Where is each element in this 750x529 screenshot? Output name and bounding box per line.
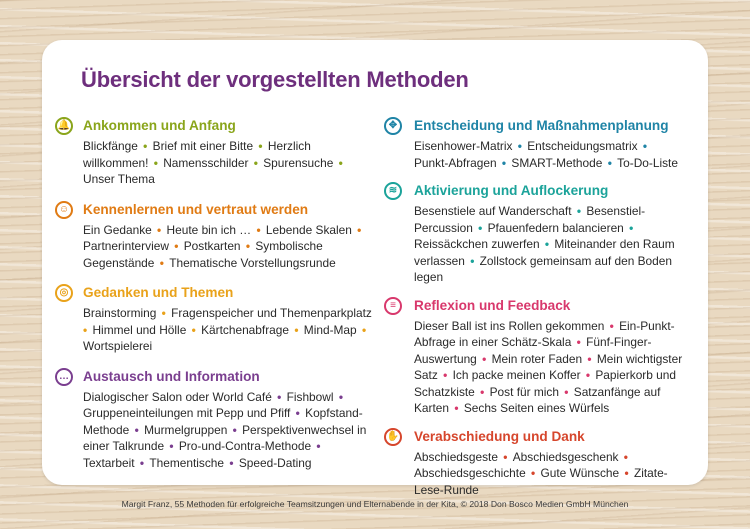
bullet-separator: • xyxy=(156,255,168,270)
bullet-separator: • xyxy=(353,222,362,237)
bullet-separator: • xyxy=(625,220,634,235)
method-item: Dialogischer Salon oder World Café xyxy=(83,389,272,404)
method-item: Speed-Dating xyxy=(238,455,312,470)
method-item: Pro-und-Contra-Methode xyxy=(178,439,312,453)
method-item: Perspektivenwechsel in einer Talkrunde xyxy=(83,422,367,453)
bullet-separator: • xyxy=(639,139,648,153)
section-title: Aktivierung und Auflockerung xyxy=(414,183,609,198)
method-section xyxy=(55,284,375,355)
bullet-separator: • xyxy=(582,368,594,382)
bullet-separator: • xyxy=(188,322,200,337)
bullet-separator: • xyxy=(541,237,553,251)
method-item: Post für mich xyxy=(489,384,559,399)
method-item: Miteinander den Raum verlassen xyxy=(414,237,675,268)
bullet-separator: • xyxy=(158,306,170,320)
bullet-separator: • xyxy=(226,455,237,470)
bullet-separator: • xyxy=(292,406,304,420)
bullet-separator: • xyxy=(439,368,451,382)
method-item: Lebende Skalen xyxy=(265,222,352,237)
method-section xyxy=(55,368,375,472)
bullet-separator: • xyxy=(153,222,165,237)
method-item: Herzlich willkommen! xyxy=(83,139,311,170)
method-item: Unser Thema xyxy=(83,172,155,186)
people-icon: ☺ xyxy=(55,201,73,219)
bullet-separator: • xyxy=(620,449,628,464)
method-item: Fragenspeicher und Themenparkplatz xyxy=(171,306,372,320)
bullet-separator: • xyxy=(335,155,343,170)
bullet-separator: • xyxy=(560,384,572,399)
method-item: Sechs Seiten eines Würfels xyxy=(463,401,610,415)
method-item: Zitate-Lese-Runde xyxy=(414,466,668,497)
bullet-separator: • xyxy=(273,389,285,404)
bullet-separator: • xyxy=(335,389,343,404)
section-title: Kennenlernen und vertraut werden xyxy=(83,201,309,217)
bullet-separator: • xyxy=(478,351,490,366)
method-item: To-Do-Liste xyxy=(617,155,678,170)
method-item: Partnerinterview xyxy=(83,239,169,253)
method-item: Besenstiele auf Wanderschaft xyxy=(414,204,572,218)
bullet-separator: • xyxy=(527,466,539,480)
section-title: Verabschiedung und Dank xyxy=(414,428,585,444)
method-item: Papierkorb und Schatzkiste xyxy=(414,368,677,399)
method-item: Namensschilder xyxy=(163,155,249,170)
method-item: Ein Gedanke xyxy=(83,222,152,237)
right-column xyxy=(384,117,684,509)
method-item: Punkt-Abfragen xyxy=(414,155,497,170)
method-section xyxy=(384,182,684,286)
bullet-separator: • xyxy=(253,222,264,237)
bullet-separator: • xyxy=(606,318,618,333)
method-item: Zollstock gemeinsam auf den Boden legen xyxy=(414,253,673,284)
method-item: Kärtchenabfrage xyxy=(201,322,290,337)
method-item: Reissäckchen zuwerfen xyxy=(414,237,540,251)
bullet-separator: • xyxy=(313,439,321,453)
method-item: Abschiedsgeste xyxy=(414,449,498,464)
method-item: Blickfänge xyxy=(83,139,138,153)
method-item: Satzanfänge auf Karten xyxy=(414,384,661,415)
method-list xyxy=(83,389,375,472)
section-title: Entscheidung und Maßnahmenplanung xyxy=(414,118,669,133)
bullet-separator: • xyxy=(604,155,616,170)
method-list xyxy=(83,305,375,355)
method-item: Entscheidungsmatrix xyxy=(527,139,638,153)
method-list xyxy=(414,203,684,286)
bullet-separator: • xyxy=(136,455,148,470)
method-item: Mein roter Faden xyxy=(491,351,583,366)
section-title: Reflexion und Feedback xyxy=(414,297,571,313)
bullet-separator: • xyxy=(573,204,585,218)
section-title: Austausch und Information xyxy=(83,368,260,384)
method-section xyxy=(55,117,375,188)
bullet-separator: • xyxy=(229,422,241,437)
bullet-separator: • xyxy=(621,466,632,480)
bullet-separator: • xyxy=(474,220,486,235)
method-item: Murmelgruppen xyxy=(144,422,228,437)
method-item: Brainstorming xyxy=(83,306,157,320)
bullet-separator: • xyxy=(514,139,526,153)
page-title: Übersicht der vorgestellten Methoden xyxy=(81,67,469,92)
method-item: Kopfstand-Methode xyxy=(83,406,363,437)
method-section xyxy=(384,297,684,417)
bullet-separator: • xyxy=(466,253,478,268)
bullet-separator: • xyxy=(83,322,91,337)
clipboard-icon: ≡ xyxy=(384,297,402,315)
method-item: Gute Wünsche xyxy=(540,466,620,480)
method-item: Himmel und Hölle xyxy=(92,322,187,337)
bullet-separator: • xyxy=(291,322,302,337)
bullet-separator: • xyxy=(358,322,367,337)
method-list xyxy=(414,449,684,499)
bullet-separator: • xyxy=(139,139,151,153)
footer-citation: Margit Franz, 55 Methoden für erfolgreiche Teamsitzungen und Elternabende in der Kita, © 2018 Don Bosco Medien GmbH München xyxy=(121,499,629,509)
method-item: Postkarten xyxy=(183,239,241,253)
method-item: Textarbeit xyxy=(83,455,135,470)
bullet-separator: • xyxy=(166,439,177,453)
method-item: SMART-Methode xyxy=(511,155,603,170)
bullet-separator: • xyxy=(242,239,254,253)
bullet-separator: • xyxy=(476,384,488,399)
bell-icon: 🔔 xyxy=(55,117,73,135)
method-item: Wortspielerei xyxy=(83,339,153,353)
method-section xyxy=(55,201,375,272)
bullet-separator: • xyxy=(250,155,262,170)
speech-bubble-icon: … xyxy=(55,368,73,386)
method-item: Spurensuche xyxy=(263,155,334,170)
method-item: Thementische xyxy=(149,455,225,470)
method-list xyxy=(83,222,375,272)
method-item: Besenstiel-Percussion xyxy=(414,204,646,235)
bullet-separator: • xyxy=(150,155,162,170)
method-list xyxy=(414,138,684,171)
wifi-icon: ≋ xyxy=(384,182,402,200)
bullet-separator: • xyxy=(499,449,511,464)
bullet-separator: • xyxy=(498,155,510,170)
method-item: Mein wichtigster Satz xyxy=(414,351,683,382)
method-item: Ein-Punkt-Abfrage in einer Schätz-Skala xyxy=(414,318,675,349)
left-column xyxy=(55,117,375,484)
method-section xyxy=(384,117,684,171)
handshake-icon: ✋ xyxy=(384,428,402,446)
bullet-separator: • xyxy=(131,422,143,437)
method-item: Fünf-Finger-Auswertung xyxy=(414,335,652,366)
method-item: Ich packe meinen Koffer xyxy=(452,368,581,382)
section-title: Gedanken und Themen xyxy=(83,285,234,300)
method-section xyxy=(384,428,684,499)
arrows-icon: ✥ xyxy=(384,117,402,135)
method-list xyxy=(83,138,375,188)
method-item: Thematische Vorstellungsrunde xyxy=(169,255,336,270)
method-item: Pfauenfedern balancieren xyxy=(487,220,624,235)
section-title: Ankommen und Anfang xyxy=(83,118,236,133)
method-item: Gruppeneinteilungen mit Pepp und Pfiff xyxy=(83,406,291,420)
method-item: Symbolische Gegenstände xyxy=(83,239,323,270)
method-item: Heute bin ich … xyxy=(166,222,252,237)
target-icon: ◎ xyxy=(55,284,73,302)
bullet-separator: • xyxy=(584,351,595,366)
method-item: Abschiedsgeschenk xyxy=(512,449,619,464)
method-item: Brief mit einer Bitte xyxy=(152,139,254,153)
bullet-separator: • xyxy=(573,335,585,349)
method-item: Dieser Ball ist ins Rollen gekommen xyxy=(414,318,605,333)
bullet-separator: • xyxy=(170,239,182,253)
method-item: Abschiedsgeschichte xyxy=(414,466,526,480)
bullet-separator: • xyxy=(451,401,462,415)
method-item: Fishbowl xyxy=(286,389,334,404)
method-list xyxy=(414,318,684,417)
method-item: Eisenhower-Matrix xyxy=(414,139,513,153)
method-item: Mind-Map xyxy=(303,322,357,337)
bullet-separator: • xyxy=(255,139,266,153)
